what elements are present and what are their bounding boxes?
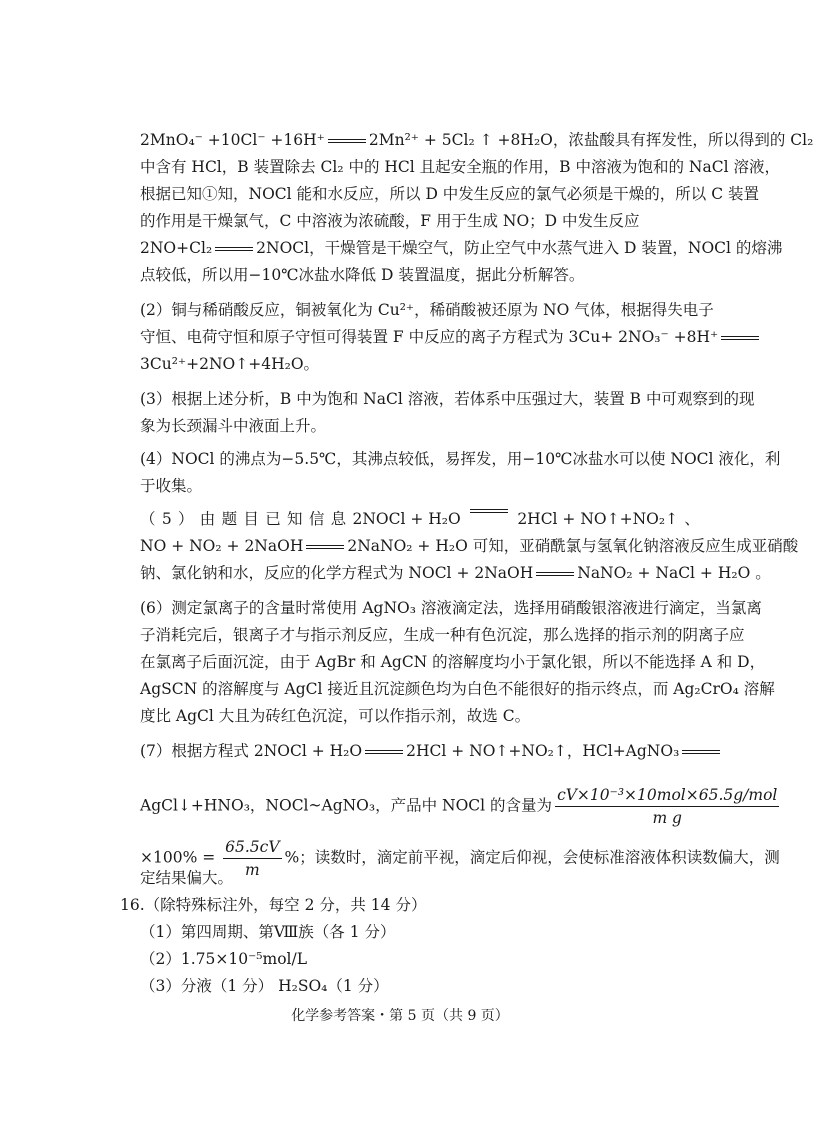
- text-segment: ↑ +8H: [474, 131, 534, 149]
- text-segment: ₂: [291, 977, 298, 995]
- equals-sign-icon: [682, 750, 720, 754]
- text-segment: +10Cl: [202, 131, 258, 149]
- text-segment: ，产品中 NOCl 的含量为: [375, 796, 553, 815]
- text-segment: （: [140, 510, 156, 528]
- text-segment: ）: [177, 510, 194, 528]
- text-segment: ₄: [188, 131, 195, 149]
- text-segment: ²⁺: [399, 301, 415, 319]
- text-line: [140, 625, 745, 645]
- text-segment: 、: [684, 510, 700, 528]
- text-segment: ₂: [343, 742, 350, 760]
- fraction-numerator: 65.5cV: [223, 838, 281, 859]
- text-line: [140, 238, 783, 258]
- text-segment: 3Cu: [140, 355, 172, 373]
- text-segment: + 2NaOH: [221, 537, 304, 555]
- text-segment: (2）铜与稀硝酸反应，铜被氧化为 Cu: [140, 301, 400, 319]
- text-line: [140, 741, 700, 761]
- fraction-denominator: m: [245, 861, 260, 879]
- text-segment: 目: [243, 510, 259, 528]
- text-line: [140, 679, 775, 699]
- text-segment: + H: [412, 537, 449, 555]
- text-segment: +16H: [265, 131, 317, 149]
- text-segment: 定结果偏大。: [140, 869, 234, 887]
- text-line: [120, 895, 680, 915]
- text-segment: （3）分液（1 分） H: [140, 977, 292, 995]
- text-segment: 16.（除特殊标注外，每空 2 分，共 14 分）: [120, 896, 427, 914]
- text-line: [140, 157, 780, 177]
- text-segment: 溶液滴定法，选择用硝酸银溶液进行滴定，当氯离: [415, 599, 762, 617]
- text-segment: ₂: [468, 131, 475, 149]
- text-line: [140, 476, 700, 496]
- text-segment: ₄: [732, 680, 739, 698]
- text-segment: SO: [297, 977, 322, 995]
- text-line: [140, 327, 719, 347]
- text-segment: 2NaNO: [347, 537, 407, 555]
- text-segment: 2MnO: [140, 131, 189, 149]
- text-segment: AgCl↓+HNO: [140, 796, 244, 815]
- text-line: [140, 184, 760, 204]
- equals-sign-icon: [306, 545, 344, 549]
- text-segment: 象为长颈漏斗中液面上升。: [140, 417, 327, 435]
- text-segment: %；读数时，滴定前平视，滴定后仰视，会使标准溶液体积读数偏大，测: [284, 848, 780, 867]
- text-segment: ₂: [731, 564, 738, 582]
- text-segment: (4）NOCl 的沸点为−5.5℃，其沸点较低，易挥发，用−10℃冰盐水可以使 NOCl 液化，利: [140, 450, 781, 468]
- text-segment: 根据已知①知，NOCl 能和水反应，所以 D 中发生反应的氯气必须是干燥的，所以 C 装置: [140, 185, 760, 203]
- text-line: [140, 563, 771, 583]
- text-segment: ⁺: [710, 328, 719, 346]
- text-line: [140, 786, 778, 827]
- text-line: [140, 536, 799, 556]
- text-segment: （1）第四周期、第Ⅷ族（各 1 分）: [140, 923, 396, 941]
- text-segment: ₂: [694, 680, 701, 698]
- text-segment: 知: [287, 510, 303, 528]
- text-line: [140, 265, 700, 285]
- text-segment: ₂: [406, 537, 413, 555]
- text-segment: 度比 AgCl 大且为砖红色沉淀，可以作指示剂，故选 C。: [140, 707, 531, 725]
- text-segment: ₂: [284, 355, 291, 373]
- text-segment: ₃: [654, 328, 661, 346]
- text-line: [140, 976, 700, 996]
- text-segment: NO + NO: [140, 537, 216, 555]
- text-segment: ₃: [673, 742, 680, 760]
- text-segment: ⁻: [257, 131, 266, 149]
- text-segment: ₂: [547, 742, 554, 760]
- text-segment: 2HCl + NO↑+NO₂↑: [517, 510, 679, 528]
- text-segment: 2NO+Cl: [140, 239, 206, 257]
- text-segment: ₂: [626, 564, 633, 582]
- text-line: [140, 130, 813, 150]
- text-segment: (3）根据上述分析，B 中为饱和 NaCl 溶液，若体系中压强过大，装置 B 中可观察到的现: [140, 390, 755, 408]
- text-segment: （2）1.75×10: [140, 950, 249, 968]
- text-segment: ₂: [448, 537, 456, 555]
- text-segment: 守恒、电荷守恒和原子守恒可得装置 F 中反应的离子方程式为 3Cu+ 2NO: [140, 328, 655, 346]
- text-segment: 5: [161, 510, 172, 528]
- text-segment: 题: [221, 510, 238, 528]
- text-segment: ，稀硝酸被还原为 NO 气体，根据得失电子: [414, 301, 714, 319]
- text-segment: 点较低，所以用−10℃冰盐水降低 D 装置温度，据此分析解答。: [140, 266, 585, 284]
- text-segment: 2NOCl + H₂O: [352, 510, 461, 528]
- fraction-denominator: m g: [652, 809, 682, 827]
- page-footer: 化学参考答案・第 5 页（共 9 页）: [291, 1008, 509, 1024]
- text-segment: ⁺: [316, 131, 325, 149]
- text-line: [140, 706, 700, 726]
- text-segment: NaNO: [577, 564, 627, 582]
- text-segment: ²⁺: [171, 355, 187, 373]
- text-segment: 由: [199, 510, 216, 528]
- text-line: [140, 868, 700, 888]
- text-segment: ₂: [215, 537, 222, 555]
- text-line: [140, 652, 766, 672]
- text-segment: O 可知，亚硝酰氯与氢氧化钠溶液反应生成亚硝酸: [455, 537, 799, 555]
- text-segment: 2NOCl，干燥管是干燥空气，防止空气中水蒸气进入 D 装置，NOCl 的熔沸: [256, 239, 783, 257]
- text-segment: ₂: [807, 131, 813, 149]
- text-segment: ⁻⁵: [248, 950, 263, 968]
- text-segment: O 。: [737, 564, 771, 582]
- text-line: [140, 354, 700, 374]
- equals-sign-icon: [470, 509, 508, 513]
- text-segment: mol/L: [262, 950, 308, 968]
- equals-sign-icon: [721, 336, 759, 340]
- text-line: [140, 416, 700, 436]
- text-segment: ⁻: [660, 328, 669, 346]
- text-segment: 信: [308, 510, 325, 528]
- text-segment: +2NO↑+4H: [186, 355, 285, 373]
- text-segment: ，NOCl~AgNO: [249, 796, 369, 815]
- text-segment: O。: [290, 355, 320, 373]
- text-line: [140, 922, 700, 942]
- text-line: [140, 300, 714, 320]
- text-segment: 的作用是干燥氯气，C 中溶液为浓硫酸，F 用于生成 NO；D 中发生反应: [140, 212, 640, 230]
- text-segment: ↑，HCl+AgNO: [553, 742, 674, 760]
- text-segment: 中的 HCl 且起安全瓶的作用，B 中溶液为饱和的 NaCl 溶液，: [343, 158, 780, 176]
- equals-sign-icon: [365, 750, 403, 754]
- fraction: [555, 786, 779, 827]
- text-segment: 中含有 HCl，B 装置除去 Cl: [140, 158, 338, 176]
- text-segment: ⁻: [194, 131, 203, 149]
- text-segment: + NaCl + H: [632, 564, 732, 582]
- text-segment: 子消耗完后，银离子才与指示剂反应，生成一种有色沉淀，那么选择的指示剂的阴离子应: [140, 626, 745, 644]
- text-line: [140, 211, 700, 231]
- text-segment: 于收集。: [140, 477, 203, 495]
- text-segment: ₃: [243, 796, 250, 815]
- text-line: [140, 598, 762, 618]
- text-segment: 在氯离子后面沉淀，由于 AgBr 和 AgCN 的溶解度均小于氯化银，所以不能选择 A 和 D，: [140, 653, 766, 671]
- text-segment: ₂: [337, 158, 344, 176]
- text-segment: ₂: [205, 239, 213, 257]
- text-segment: CrO: [700, 680, 733, 698]
- fraction-numerator: cV×10⁻³×10mol×65.5g/mol: [555, 786, 779, 807]
- text-segment: 钠、氯化钠和水，反应的化学方程式为 NOCl + 2NaOH: [140, 564, 534, 582]
- text-segment: + 5Cl: [418, 131, 469, 149]
- text-segment: 溶解: [738, 680, 775, 698]
- text-segment: 2Mn: [368, 131, 405, 149]
- text-line: [140, 449, 781, 469]
- text-line: [140, 389, 755, 409]
- text-segment: 已: [265, 510, 281, 528]
- equals-sign-icon: [328, 139, 366, 143]
- text-segment: ₄: [321, 977, 328, 995]
- text-line: [140, 949, 700, 969]
- text-segment: ₃: [409, 599, 416, 617]
- text-segment: +8H: [668, 328, 710, 346]
- text-segment: O: [349, 742, 363, 760]
- equals-sign-icon: [215, 247, 253, 251]
- text-segment: ²⁺: [404, 131, 419, 149]
- text-segment: ₂: [533, 131, 541, 149]
- text-segment: ₃: [368, 796, 376, 815]
- text-line: [140, 509, 700, 529]
- text-segment: O，浓盐酸具有挥发性，所以得到的 Cl: [540, 131, 808, 149]
- text-segment: (6）测定氯离子的含量时常使用 AgNO: [140, 599, 410, 617]
- equals-sign-icon: [536, 572, 574, 576]
- text-segment: AgSCN 的溶解度与 AgCl 接近且沉淀颜色均为白色不能很好的指示终点，而 Ag: [140, 680, 695, 698]
- text-segment: ×100% =: [140, 848, 221, 867]
- text-segment: 2HCl + NO↑+NO: [406, 742, 548, 760]
- text-segment: (7）根据方程式 2NOCl + H: [140, 742, 344, 760]
- text-segment: 息: [330, 510, 347, 528]
- text-segment: （1 分）: [327, 977, 389, 995]
